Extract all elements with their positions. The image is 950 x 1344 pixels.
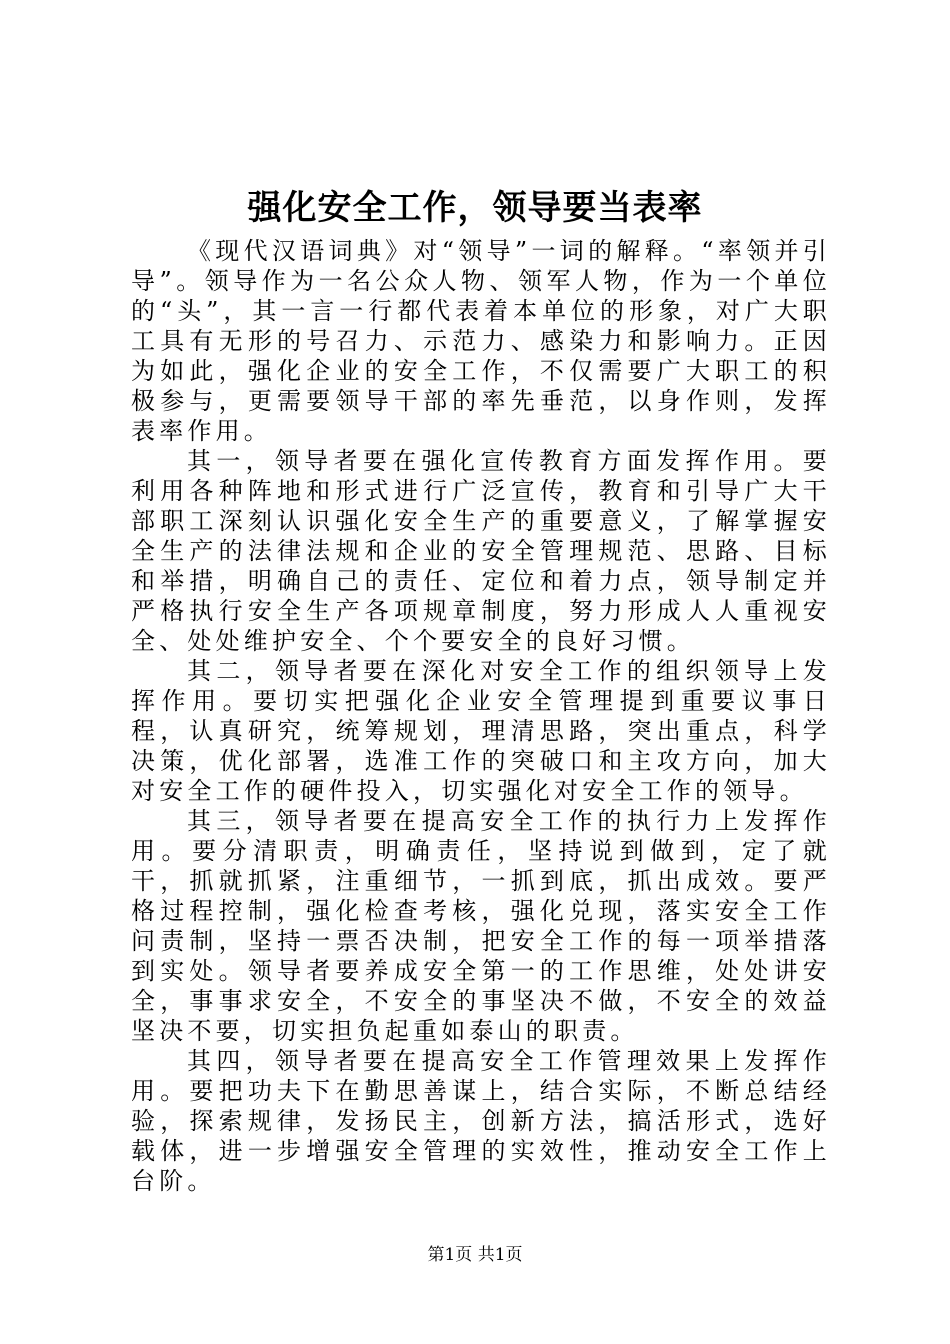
page-number-footer: 第1页 共1页 (427, 1245, 523, 1265)
paragraph-point-three: 其三，领导者要在提高安全工作的执行力上发挥作用。要分清职责，明确责任，坚持说到做到，定了就干，抓就抓紧，注重细节，一抓到底，抓出成效。要严格过程控制，强化检查考核，强化兑现，落实安全工作问责制，坚持一票否决制，把安全工作的每一项举措落到实处。领导者要养成安全第一的工作思维，处处讲安全，事事求安全，不安全的事坚决不做，不安全的效益坚决不要，切实担负起重如泰山的职责。 (131, 807, 831, 1045)
paragraph-intro: 《现代汉语词典》对“领导”一词的解释。“率领并引导”。领导作为一名公众人物、领军人物，作为一个单位的“头”，其一言一行都代表着本单位的形象，对广大职工具有无形的号召力、示范力、感染力和影响力。正因为如此，强化企业的安全工作，不仅需要广大职工的积极参与，更需要领导干部的率先垂范，以身作则，发挥表率作用。 (131, 237, 831, 445)
paragraph-point-two: 其二，领导者要在深化对安全工作的组织领导上发挥作用。要切实把强化企业安全管理提到重要议事日程，认真研究，统筹规划，理清思路，突出重点，科学决策，优化部署，选准工作的突破口和主攻方向，加大对安全工作的硬件投入，切实强化对安全工作的领导。 (131, 657, 831, 805)
document-body (131, 236, 831, 1196)
document-title: 强化安全工作，领导要当表率 (247, 188, 703, 228)
paragraph-point-four: 其四，领导者要在提高安全工作管理效果上发挥作用。要把功夫下在勤思善谋上，结合实际，不断总结经验，探索规律，发扬民主，创新方法，搞活形式，选好载体，进一步增强安全管理的实效性，推动安全工作上台阶。 (131, 1047, 831, 1195)
paragraph-point-one: 其一，领导者要在强化宣传教育方面发挥作用。要利用各种阵地和形式进行广泛宣传，教育和引导广大干部职工深刻认识强化安全生产的重要意义，了解掌握安全生产的法律法规和企业的安全管理规范、思路、目标和举措，明确自己的责任、定位和着力点，领导制定并严格执行安全生产各项规章制度，努力形成人人重视安全、处处维护安全、个个要安全的良好习惯。 (131, 447, 831, 655)
